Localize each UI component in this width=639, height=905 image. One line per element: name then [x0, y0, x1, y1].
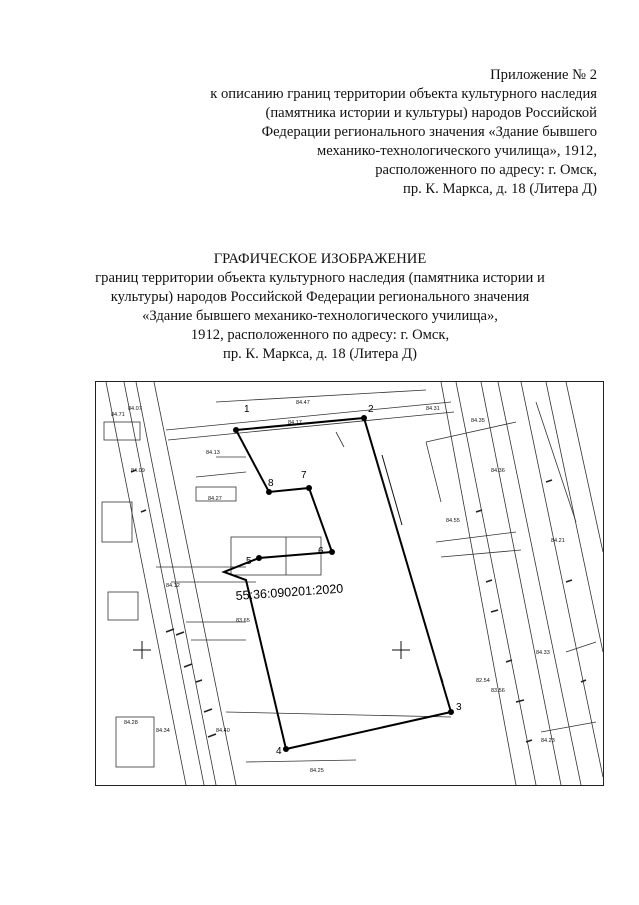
- appendix-line: (памятника истории и культуры) народов Российской: [265, 105, 597, 121]
- elevation-label: 84.09: [131, 468, 145, 474]
- elevation-label: 84.47: [296, 400, 310, 406]
- point-label: 1: [244, 404, 250, 415]
- appendix-line: расположенного по адресу: г. Омск,: [375, 162, 597, 178]
- elevation-label: 84.34: [156, 728, 170, 734]
- elevation-label: 84.71: [111, 412, 125, 418]
- appendix-line: Приложение № 2: [490, 67, 597, 83]
- point-label: 8: [268, 478, 274, 489]
- appendix-line: к описанию границ территории объекта культурного наследия: [210, 86, 597, 102]
- title-line: границ территории объекта культурного наследия (памятника истории и: [95, 270, 545, 286]
- point-label: 2: [368, 404, 374, 415]
- elevation-label: 84.33: [536, 650, 550, 656]
- elevation-label: 84.36: [491, 468, 505, 474]
- cadastral-map: [95, 381, 604, 786]
- point-label: 6: [318, 546, 324, 557]
- elevation-label: 84.55: [446, 518, 460, 524]
- elevation-label: 83.65: [236, 618, 250, 624]
- elevation-label: 83.56: [491, 688, 505, 694]
- point-label: 7: [301, 470, 307, 481]
- cadastral-number: 55:36:090201:2020: [235, 581, 344, 603]
- elevation-label: 84.12: [166, 583, 180, 589]
- elevation-label: 84.31: [426, 406, 440, 412]
- title-line: пр. К. Маркса, д. 18 (Литера Д): [223, 346, 417, 362]
- elevation-label: 84.23: [541, 738, 555, 744]
- appendix-line: Федерации регионального значения «Здание бывшего: [261, 124, 597, 140]
- elevation-label: 84.13: [206, 450, 220, 456]
- point-label: 5: [246, 556, 252, 567]
- appendix-line: пр. К. Маркса, д. 18 (Литера Д): [403, 181, 597, 197]
- boundary-points: [233, 415, 454, 752]
- elevation-label: 84.07: [128, 406, 142, 412]
- elevation-label: 84.27: [208, 496, 222, 502]
- title-line: 1912, расположенного по адресу: г. Омск,: [190, 327, 450, 343]
- appendix-line: механико-технологического училища», 1912,: [316, 143, 597, 159]
- elevation-label: 84.40: [216, 728, 230, 734]
- point-label: 4: [276, 746, 282, 757]
- grid-crosshairs: [133, 641, 410, 659]
- point-labels: [244, 404, 462, 757]
- title-line: «Здание бывшего механико-технологического училища»,: [142, 308, 498, 324]
- title-heading: ГРАФИЧЕСКОЕ ИЗОБРАЖЕНИЕ: [213, 251, 427, 267]
- document-title: [60, 250, 580, 364]
- elevation-label: 84.35: [471, 418, 485, 424]
- elevation-label: 84.21: [551, 538, 565, 544]
- elevation-label: 84.17: [288, 420, 302, 426]
- elevation-label: 84.28: [124, 720, 138, 726]
- elevation-label: 84.25: [310, 768, 324, 774]
- appendix-header: [137, 66, 597, 199]
- map-drawing: [96, 382, 603, 785]
- elevation-label: 82.54: [476, 678, 490, 684]
- title-line: культуры) народов Российской Федерации регионального значения: [110, 289, 530, 305]
- point-label: 3: [456, 702, 462, 713]
